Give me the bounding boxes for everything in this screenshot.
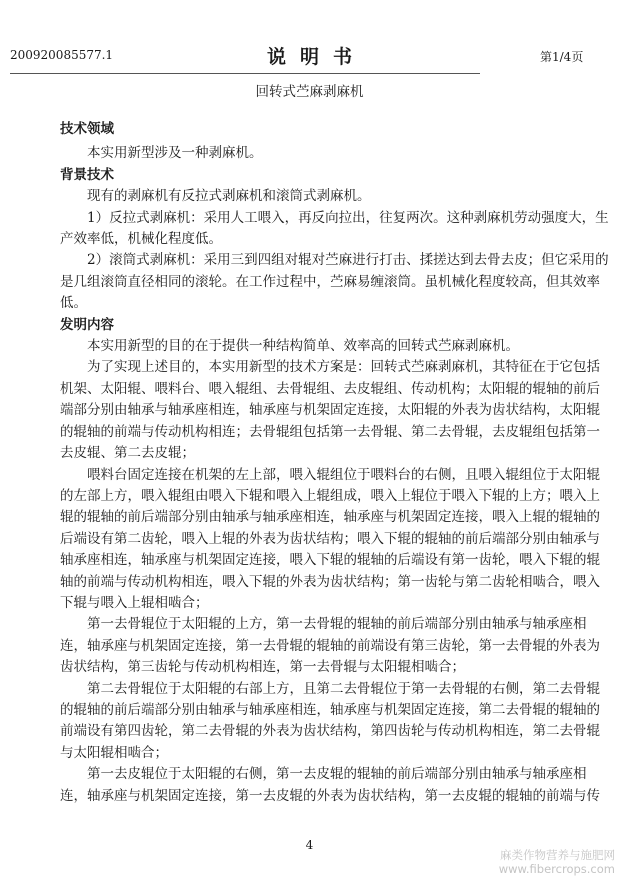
document-title: 回转式苎麻剥麻机 [255, 84, 364, 100]
text-line: 轴承座相连，轴承座与机架固定连接，喂入下辊的辊轴的后端设有第一齿轮，喂入下辊的辊 [60, 552, 600, 569]
watermark-line-2: www.fibercrops.com [498, 862, 615, 876]
text-line: 1）反拉式剥麻机：采用人工喂入，再反向拉出，往复两次。这种剥麻机劳动强度大，生 [87, 209, 609, 226]
text-line: 喂料台固定连接在机架的左上部，喂入辊组位于喂料台的右侧，且喂入辊组位于太阳辊 [87, 466, 600, 483]
text-line: 2）滚筒式剥麻机：采用三到四组对辊对苎麻进行打击、揉搓达到去骨去皮；但它采用的 [87, 252, 609, 269]
section-heading: 技术领域 [60, 121, 114, 137]
paragraph [60, 208, 609, 251]
text-line: 去皮辊、第二去皮辊； [60, 445, 195, 462]
section-heading: 背景技术 [60, 166, 114, 183]
text-line: 后端设有第二齿轮，喂入上辊的外表为齿状结构；喂入下辊的辊轴的前后端部分别由轴承与 [60, 530, 600, 547]
document-body [60, 119, 609, 807]
text-line: 是几组滚筒直径相同的滚轮。在工作过程中，苎麻易缠滚筒。虽机械化程度较高，但其效率 [60, 273, 600, 290]
text-line: 下辊与喂入上辊相啮合； [60, 594, 209, 611]
text-line: 辊的辊轴的前后端部分别由轴承与轴承座相连，轴承座与机架固定连接，喂入上辊的辊轴的 [60, 509, 600, 526]
paragraph [60, 336, 530, 357]
text-line: 现有的剥麻机有反拉式剥麻机和滚筒式剥麻机。 [87, 188, 371, 205]
application-number: 200920085577.1 [10, 48, 114, 62]
text-line: 的左部上方，喂入辊组由喂入下辊和喂入上辊组成，喂入上辊位于喂入下辊的上方；喂入上 [60, 487, 600, 504]
paragraph [60, 357, 600, 464]
text-line: 的辊轴的前后端部分别由轴承与轴承座相连，轴承座与机架固定连接，第二去骨辊的辊轴的 [60, 701, 600, 718]
text-line: 机架、太阳辊、喂料台、喂入辊组、去骨辊组、去皮辊组、传动机构；太阳辊的辊轴的前后 [60, 380, 600, 397]
text-line: 与太阳辊相啮合； [60, 744, 168, 761]
text-line: 第二去骨辊位于太阳辊的右部上方，且第二去骨辊位于第一去骨辊的右侧，第二去骨辊 [87, 680, 600, 697]
paragraph [60, 143, 530, 164]
paragraph [60, 186, 530, 207]
text-line: 为了实现上述目的，本实用新型的技术方案是：回转式苎麻剥麻机，其特征在于它包括 [87, 359, 600, 376]
text-line: 产效率低，机械化程度低。 [60, 231, 222, 248]
text-line: 的辊轴的前端与传动机构相连；去骨辊组包括第一去骨辊、第二去骨辊，去皮辊组包括第一 [60, 423, 600, 440]
header-rule [10, 73, 480, 74]
text-line: 本实用新型涉及一种剥麻机。 [87, 145, 263, 162]
text-line: 前端设有第四齿轮，第二去骨辊的外表为齿状结构，第四齿轮与传动机构相连，第二去骨辊 [60, 723, 600, 740]
text-line: 齿状结构，第三齿轮与传动机构相连，第一去骨辊与太阳辊相啮合； [60, 659, 465, 676]
paragraph [60, 764, 600, 807]
paragraph [60, 614, 600, 678]
text-line: 第一去骨辊位于太阳辊的上方，第一去骨辊的辊轴的前后端部分别由轴承与轴承座相 [87, 616, 587, 633]
text-line: 连，轴承座与机架固定连接，第一去皮辊的外表为齿状结构，第一去皮辊的辊轴的前端与传 [60, 787, 600, 804]
text-line: 低。 [60, 295, 87, 312]
page-indicator: 第1/4页 [540, 50, 584, 64]
document-type-title: 说明书 [266, 46, 366, 68]
page-number: 4 [305, 838, 314, 852]
paragraph [60, 679, 600, 765]
text-line: 端部分别由轴承与轴承座相连，轴承座与机架固定连接，太阳辊的外表为齿状结构，太阳辊 [60, 402, 600, 419]
text-line: 连，轴承座与机架固定连接，第一去骨辊的辊轴的前端设有第三齿轮，第一去骨辊的外表为 [60, 637, 600, 654]
watermark-line-1: 麻类作物营养与施肥网 [500, 848, 615, 862]
paragraph [60, 465, 600, 615]
text-line: 本实用新型的目的在于提供一种结构简单、效率高的回转式苎麻剥麻机。 [87, 338, 519, 355]
section-heading: 发明内容 [60, 316, 114, 333]
text-line: 轴的前端与传动机构相连，喂入下辊的外表为齿状结构；第一齿轮与第二齿轮相啮合，喂入 [60, 573, 600, 590]
text-line: 第一去皮辊位于太阳辊的右侧，第一去皮辊的辊轴的前后端部分别由轴承与轴承座相 [87, 766, 587, 783]
paragraph [60, 250, 609, 314]
watermark [499, 848, 615, 876]
